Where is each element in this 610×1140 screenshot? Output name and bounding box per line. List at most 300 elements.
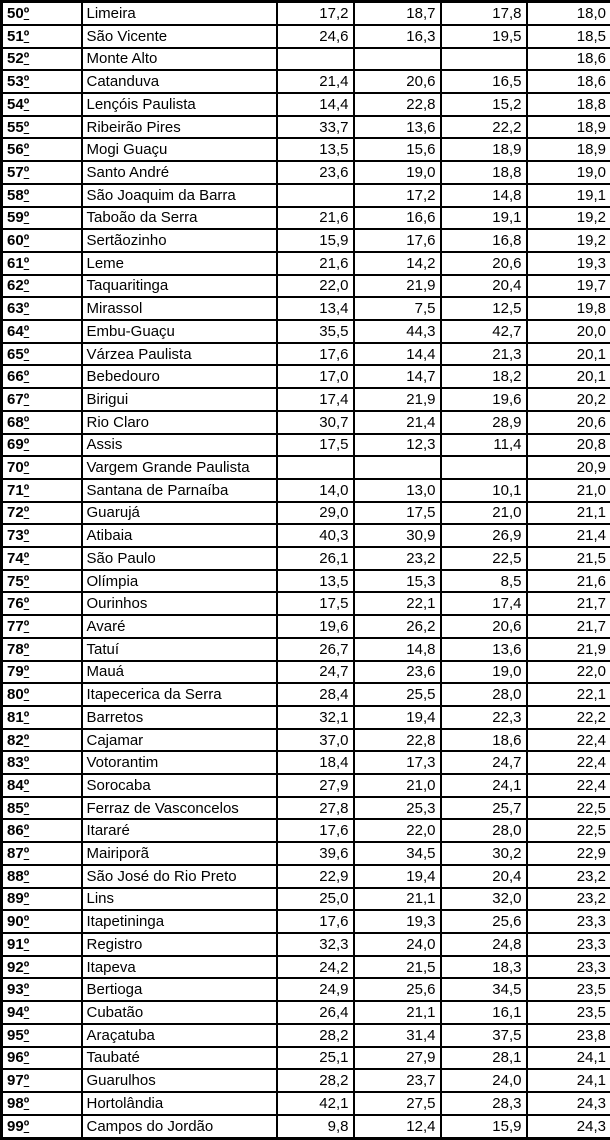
rank-cell xyxy=(2,411,82,434)
rank-cell xyxy=(2,638,82,661)
rank-number: 74 xyxy=(7,549,24,567)
value-cell: 24,6 xyxy=(277,25,354,48)
rank-number: 53 xyxy=(7,73,24,91)
value-cell: 21,0 xyxy=(527,479,610,502)
ordinal-suffix: º xyxy=(23,163,30,181)
value-cell xyxy=(441,456,527,479)
table-row xyxy=(2,229,610,252)
table-row xyxy=(2,933,610,956)
value-cell xyxy=(277,48,354,71)
value-cell: 34,5 xyxy=(441,978,527,1001)
rank-number: 60 xyxy=(7,232,24,250)
city-name-cell: Rio Claro xyxy=(82,411,277,434)
city-name-cell: Taubaté xyxy=(82,1047,277,1070)
value-cell: 22,5 xyxy=(441,547,527,570)
value-cell: 23,3 xyxy=(527,933,610,956)
value-cell: 19,4 xyxy=(354,865,441,888)
ordinal-suffix: º xyxy=(23,186,30,204)
rank-number: 54 xyxy=(7,95,24,113)
table-row xyxy=(2,1069,610,1092)
city-name-cell: Taboão da Serra xyxy=(82,207,277,230)
value-cell: 42,1 xyxy=(277,1092,354,1115)
rank-cell xyxy=(2,297,82,320)
value-cell: 22,5 xyxy=(527,819,610,842)
value-cell: 25,0 xyxy=(277,888,354,911)
rank-number: 64 xyxy=(7,322,24,340)
value-cell: 19,2 xyxy=(527,207,610,230)
table-row xyxy=(2,48,610,71)
rank-cell xyxy=(2,1092,82,1115)
value-cell: 15,9 xyxy=(441,1115,527,1139)
rank-cell xyxy=(2,388,82,411)
city-name-cell: Ourinhos xyxy=(82,592,277,615)
table-row xyxy=(2,502,610,525)
value-cell: 24,3 xyxy=(527,1115,610,1139)
rank-cell xyxy=(2,1001,82,1024)
city-name-cell: Mirassol xyxy=(82,297,277,320)
rank-cell xyxy=(2,456,82,479)
rank-number: 66 xyxy=(7,368,24,386)
table-row xyxy=(2,161,610,184)
value-cell: 17,5 xyxy=(277,592,354,615)
rank-number: 75 xyxy=(7,572,24,590)
value-cell: 23,6 xyxy=(277,161,354,184)
table-row xyxy=(2,547,610,570)
value-cell: 23,6 xyxy=(354,661,441,684)
rank-number: 57 xyxy=(7,163,24,181)
value-cell: 25,6 xyxy=(354,978,441,1001)
rank-number: 50 xyxy=(7,4,24,22)
table-row xyxy=(2,25,610,48)
value-cell: 7,5 xyxy=(354,297,441,320)
ordinal-suffix: º xyxy=(23,436,30,454)
city-name-cell: Taquaritinga xyxy=(82,275,277,298)
rank-cell xyxy=(2,161,82,184)
value-cell: 19,6 xyxy=(277,615,354,638)
ordinal-suffix: º xyxy=(23,822,30,840)
table-row xyxy=(2,1001,610,1024)
value-cell: 21,1 xyxy=(527,502,610,525)
value-cell: 28,2 xyxy=(277,1069,354,1092)
value-cell: 18,0 xyxy=(527,2,610,25)
value-cell: 13,6 xyxy=(354,116,441,139)
value-cell: 22,8 xyxy=(354,93,441,116)
value-cell: 20,6 xyxy=(527,411,610,434)
rank-cell xyxy=(2,865,82,888)
table-row xyxy=(2,297,610,320)
value-cell: 28,2 xyxy=(277,1024,354,1047)
value-cell xyxy=(277,456,354,479)
rank-cell xyxy=(2,275,82,298)
rank-cell xyxy=(2,888,82,911)
ordinal-suffix: º xyxy=(23,95,30,113)
rank-cell xyxy=(2,842,82,865)
rank-number: 92 xyxy=(7,958,24,976)
ordinal-suffix: º xyxy=(23,527,30,545)
ordinal-suffix: º xyxy=(23,481,30,499)
value-cell: 22,4 xyxy=(527,751,610,774)
value-cell: 23,7 xyxy=(354,1069,441,1092)
table-row xyxy=(2,706,610,729)
rank-cell xyxy=(2,502,82,525)
ordinal-suffix: º xyxy=(23,686,30,704)
value-cell: 25,7 xyxy=(441,797,527,820)
value-cell xyxy=(277,184,354,207)
value-cell: 17,0 xyxy=(277,365,354,388)
ordinal-suffix: º xyxy=(23,776,30,794)
ordinal-suffix: º xyxy=(23,50,30,68)
value-cell: 18,8 xyxy=(441,161,527,184)
rank-cell xyxy=(2,615,82,638)
value-cell: 32,3 xyxy=(277,933,354,956)
value-cell: 22,2 xyxy=(527,706,610,729)
value-cell: 18,2 xyxy=(441,365,527,388)
city-name-cell: Bertioga xyxy=(82,978,277,1001)
value-cell: 21,1 xyxy=(354,888,441,911)
rank-cell xyxy=(2,706,82,729)
value-cell: 25,5 xyxy=(354,683,441,706)
table-row xyxy=(2,956,610,979)
table-row xyxy=(2,388,610,411)
rank-cell xyxy=(2,570,82,593)
city-name-cell: Campos do Jordão xyxy=(82,1115,277,1139)
ordinal-suffix: º xyxy=(23,1026,30,1044)
value-cell: 14,8 xyxy=(354,638,441,661)
value-cell: 21,4 xyxy=(527,524,610,547)
ordinal-suffix: º xyxy=(23,663,30,681)
value-cell: 19,3 xyxy=(354,910,441,933)
rank-number: 56 xyxy=(7,141,24,159)
rank-cell xyxy=(2,116,82,139)
rank-number: 97 xyxy=(7,1072,24,1090)
value-cell: 19,7 xyxy=(527,275,610,298)
value-cell: 18,6 xyxy=(441,729,527,752)
value-cell: 21,9 xyxy=(354,275,441,298)
value-cell: 12,4 xyxy=(354,1115,441,1139)
value-cell: 30,2 xyxy=(441,842,527,865)
ordinal-suffix: º xyxy=(23,913,30,931)
value-cell: 21,9 xyxy=(527,638,610,661)
value-cell: 37,5 xyxy=(441,1024,527,1047)
city-name-cell: Mauá xyxy=(82,661,277,684)
table-row xyxy=(2,888,610,911)
value-cell: 27,8 xyxy=(277,797,354,820)
value-cell: 19,3 xyxy=(527,252,610,275)
value-cell: 21,6 xyxy=(277,207,354,230)
rank-number: 94 xyxy=(7,1003,24,1021)
ordinal-suffix: º xyxy=(23,368,30,386)
value-cell: 22,5 xyxy=(527,797,610,820)
value-cell: 21,0 xyxy=(354,774,441,797)
rank-cell xyxy=(2,910,82,933)
rank-cell xyxy=(2,1115,82,1139)
rank-cell xyxy=(2,729,82,752)
rank-number: 79 xyxy=(7,663,24,681)
rank-number: 51 xyxy=(7,27,24,45)
ordinal-suffix: º xyxy=(23,935,30,953)
value-cell: 21,6 xyxy=(277,252,354,275)
value-cell: 21,0 xyxy=(441,502,527,525)
table-row xyxy=(2,865,610,888)
ordinal-suffix: º xyxy=(23,73,30,91)
rank-number: 69 xyxy=(7,436,24,454)
value-cell: 17,2 xyxy=(354,184,441,207)
value-cell: 17,5 xyxy=(354,502,441,525)
value-cell: 24,9 xyxy=(277,978,354,1001)
rank-number: 65 xyxy=(7,345,24,363)
table-row xyxy=(2,978,610,1001)
value-cell: 35,5 xyxy=(277,320,354,343)
city-name-cell: Limeira xyxy=(82,2,277,25)
value-cell: 20,1 xyxy=(527,343,610,366)
value-cell: 15,9 xyxy=(277,229,354,252)
value-cell: 24,7 xyxy=(441,751,527,774)
ordinal-suffix: º xyxy=(23,413,30,431)
rank-cell xyxy=(2,819,82,842)
rank-number: 96 xyxy=(7,1049,24,1067)
value-cell: 19,0 xyxy=(354,161,441,184)
value-cell: 21,1 xyxy=(354,1001,441,1024)
table-row xyxy=(2,138,610,161)
value-cell: 19,6 xyxy=(441,388,527,411)
value-cell: 24,8 xyxy=(441,933,527,956)
rank-cell xyxy=(2,774,82,797)
value-cell: 22,9 xyxy=(527,842,610,865)
city-name-cell: São José do Rio Preto xyxy=(82,865,277,888)
value-cell: 23,3 xyxy=(527,910,610,933)
value-cell: 17,3 xyxy=(354,751,441,774)
value-cell xyxy=(441,48,527,71)
value-cell: 22,1 xyxy=(354,592,441,615)
rank-number: 63 xyxy=(7,300,24,318)
value-cell: 16,3 xyxy=(354,25,441,48)
value-cell: 21,3 xyxy=(441,343,527,366)
value-cell: 24,1 xyxy=(527,1069,610,1092)
value-cell: 17,5 xyxy=(277,434,354,457)
rank-number: 90 xyxy=(7,913,24,931)
rank-number: 61 xyxy=(7,254,24,272)
ordinal-suffix: º xyxy=(23,232,30,250)
value-cell: 18,3 xyxy=(441,956,527,979)
city-name-cell: Várzea Paulista xyxy=(82,343,277,366)
city-name-cell: São Paulo xyxy=(82,547,277,570)
rank-number: 83 xyxy=(7,754,24,772)
city-name-cell: Itapeva xyxy=(82,956,277,979)
value-cell: 23,5 xyxy=(527,978,610,1001)
rank-number: 71 xyxy=(7,481,24,499)
value-cell: 26,2 xyxy=(354,615,441,638)
rank-cell xyxy=(2,683,82,706)
rank-cell xyxy=(2,184,82,207)
city-name-cell: Leme xyxy=(82,252,277,275)
value-cell: 30,9 xyxy=(354,524,441,547)
ordinal-suffix: º xyxy=(23,845,30,863)
value-cell: 19,4 xyxy=(354,706,441,729)
table-row xyxy=(2,207,610,230)
value-cell: 25,3 xyxy=(354,797,441,820)
rank-cell xyxy=(2,524,82,547)
value-cell: 26,7 xyxy=(277,638,354,661)
table-row xyxy=(2,797,610,820)
ordinal-suffix: º xyxy=(23,572,30,590)
ordinal-suffix: º xyxy=(23,1117,30,1135)
value-cell: 19,0 xyxy=(441,661,527,684)
value-cell: 12,3 xyxy=(354,434,441,457)
value-cell: 19,1 xyxy=(441,207,527,230)
rank-number: 68 xyxy=(7,413,24,431)
rank-number: 70 xyxy=(7,459,24,477)
ordinal-suffix: º xyxy=(23,322,30,340)
ordinal-suffix: º xyxy=(23,618,30,635)
value-cell: 19,2 xyxy=(527,229,610,252)
ordinal-suffix: º xyxy=(23,981,30,999)
value-cell: 33,7 xyxy=(277,116,354,139)
table-row xyxy=(2,116,610,139)
value-cell: 25,6 xyxy=(441,910,527,933)
value-cell: 17,4 xyxy=(441,592,527,615)
value-cell: 24,3 xyxy=(527,1092,610,1115)
value-cell: 28,1 xyxy=(441,1047,527,1070)
rank-number: 55 xyxy=(7,118,24,136)
table-row xyxy=(2,661,610,684)
rank-cell xyxy=(2,978,82,1001)
value-cell: 17,6 xyxy=(277,343,354,366)
city-name-cell: Registro xyxy=(82,933,277,956)
city-name-cell: Sorocaba xyxy=(82,774,277,797)
value-cell: 20,2 xyxy=(527,388,610,411)
table-row xyxy=(2,910,610,933)
table-row xyxy=(2,275,610,298)
city-name-cell: Vargem Grande Paulista xyxy=(82,456,277,479)
value-cell: 26,1 xyxy=(277,547,354,570)
value-cell: 32,0 xyxy=(441,888,527,911)
value-cell: 21,4 xyxy=(354,411,441,434)
table-row xyxy=(2,751,610,774)
city-name-cell: Lençóis Paulista xyxy=(82,93,277,116)
rank-number: 95 xyxy=(7,1026,24,1044)
value-cell: 17,8 xyxy=(441,2,527,25)
value-cell: 37,0 xyxy=(277,729,354,752)
rank-number: 82 xyxy=(7,731,24,749)
ordinal-suffix: º xyxy=(23,277,30,295)
value-cell: 17,6 xyxy=(354,229,441,252)
rank-number: 59 xyxy=(7,209,24,227)
city-name-cell: Santana de Parnaíba xyxy=(82,479,277,502)
value-cell: 24,2 xyxy=(277,956,354,979)
city-name-cell: Mairiporã xyxy=(82,842,277,865)
table-row xyxy=(2,638,610,661)
value-cell: 21,5 xyxy=(354,956,441,979)
ordinal-suffix: º xyxy=(23,300,30,318)
table-row xyxy=(2,343,610,366)
table-row xyxy=(2,434,610,457)
table-row xyxy=(2,570,610,593)
ordinal-suffix: º xyxy=(23,27,30,45)
value-cell: 24,7 xyxy=(277,661,354,684)
value-cell: 27,9 xyxy=(354,1047,441,1070)
value-cell: 22,2 xyxy=(441,116,527,139)
rank-number: 89 xyxy=(7,890,24,908)
city-name-cell: Avaré xyxy=(82,615,277,638)
rank-number: 87 xyxy=(7,845,24,863)
ordinal-suffix: º xyxy=(23,958,30,976)
value-cell: 16,8 xyxy=(441,229,527,252)
city-name-cell: Birigui xyxy=(82,388,277,411)
rank-number: 85 xyxy=(7,799,24,817)
city-name-cell: Votorantim xyxy=(82,751,277,774)
table-row xyxy=(2,1024,610,1047)
value-cell: 21,7 xyxy=(527,592,610,615)
rank-number: 67 xyxy=(7,390,24,408)
ordinal-suffix: º xyxy=(23,1003,30,1021)
rank-number: 72 xyxy=(7,504,24,522)
value-cell: 23,5 xyxy=(527,1001,610,1024)
ordinal-suffix: º xyxy=(23,504,30,522)
table-row xyxy=(2,615,610,638)
city-name-cell: Catanduva xyxy=(82,70,277,93)
rank-cell xyxy=(2,1069,82,1092)
value-cell: 16,1 xyxy=(441,1001,527,1024)
value-cell: 22,0 xyxy=(277,275,354,298)
rank-number: 58 xyxy=(7,186,24,204)
ordinal-suffix: º xyxy=(23,141,30,159)
value-cell: 18,9 xyxy=(441,138,527,161)
table-row xyxy=(2,683,610,706)
value-cell: 23,2 xyxy=(354,547,441,570)
city-name-cell: Guarulhos xyxy=(82,1069,277,1092)
ordinal-suffix: º xyxy=(23,640,30,658)
value-cell: 11,4 xyxy=(441,434,527,457)
value-cell: 30,7 xyxy=(277,411,354,434)
rank-cell xyxy=(2,252,82,275)
value-cell: 20,0 xyxy=(527,320,610,343)
value-cell: 10,1 xyxy=(441,479,527,502)
rank-number: 62 xyxy=(7,277,24,295)
ordinal-suffix: º xyxy=(23,549,30,567)
value-cell: 40,3 xyxy=(277,524,354,547)
value-cell: 21,4 xyxy=(277,70,354,93)
city-name-cell: Olímpia xyxy=(82,570,277,593)
value-cell: 15,3 xyxy=(354,570,441,593)
value-cell: 27,5 xyxy=(354,1092,441,1115)
city-name-cell: Embu-Guaçu xyxy=(82,320,277,343)
value-cell: 28,0 xyxy=(441,683,527,706)
value-cell: 20,9 xyxy=(527,456,610,479)
rank-cell xyxy=(2,1024,82,1047)
value-cell: 23,3 xyxy=(527,956,610,979)
value-cell: 21,5 xyxy=(527,547,610,570)
table-row xyxy=(2,729,610,752)
value-cell xyxy=(354,48,441,71)
rank-number: 80 xyxy=(7,686,24,704)
value-cell: 13,5 xyxy=(277,570,354,593)
rankings-table-body xyxy=(2,2,610,1139)
value-cell: 18,6 xyxy=(527,48,610,71)
value-cell: 19,1 xyxy=(527,184,610,207)
value-cell: 14,0 xyxy=(277,479,354,502)
value-cell: 13,0 xyxy=(354,479,441,502)
rank-cell xyxy=(2,25,82,48)
value-cell: 18,8 xyxy=(527,93,610,116)
value-cell: 17,2 xyxy=(277,2,354,25)
rank-cell xyxy=(2,70,82,93)
city-name-cell: Itararé xyxy=(82,819,277,842)
city-name-cell: Ribeirão Pires xyxy=(82,116,277,139)
table-row xyxy=(2,184,610,207)
rank-cell xyxy=(2,547,82,570)
value-cell: 23,8 xyxy=(527,1024,610,1047)
value-cell: 15,2 xyxy=(441,93,527,116)
